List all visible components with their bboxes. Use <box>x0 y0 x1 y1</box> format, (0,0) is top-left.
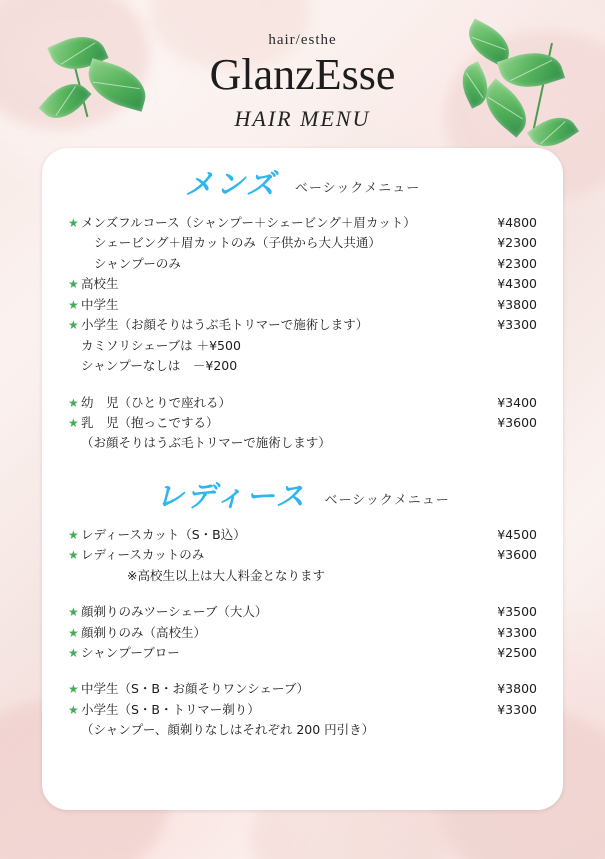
star-icon: ★ <box>68 297 79 312</box>
star-icon: ★ <box>68 548 79 563</box>
menu-row-list <box>68 525 537 741</box>
menu-item-price: ¥3300 <box>497 317 537 333</box>
menu-item-label: メンズフルコース（シャンプー＋シェービング＋眉カット） <box>81 215 416 230</box>
menu-item-label: レディースカットのみ <box>81 547 205 563</box>
menu-item-price: ¥2500 <box>497 645 537 660</box>
menu-item-label: 顔剃りのみツーシェーブ（大人） <box>81 604 268 620</box>
star-icon: ★ <box>68 527 79 542</box>
star-icon: ★ <box>68 605 79 620</box>
row-spacer <box>68 663 537 679</box>
star-icon: ★ <box>68 395 79 410</box>
menu-row <box>68 700 537 720</box>
menu-row <box>68 336 537 356</box>
menu-sections <box>68 167 537 741</box>
menu-row <box>68 720 537 740</box>
menu-row <box>68 356 537 376</box>
menu-item-label: 小学生（お顔そりはうぶ毛トリマーで施術します） <box>81 317 369 333</box>
section-subtitle: ベーシックメニュー <box>324 492 450 508</box>
menu-row <box>68 679 537 699</box>
menu-item-label: 高校生 <box>81 276 119 292</box>
menu-row <box>68 254 537 274</box>
menu-row <box>68 233 537 253</box>
section-subtitle: ベーシックメニュー <box>294 181 421 196</box>
menu-item-price: ¥4300 <box>497 276 537 292</box>
menu-row <box>68 545 537 565</box>
menu-item-label: （シャンプー、顔剃りなしはそれぞれ 200 円引き） <box>81 722 375 738</box>
menu-row-list <box>68 213 537 454</box>
menu-item-label: カミソリシェーブは ＋¥500 <box>81 337 241 353</box>
menu-item-price: ¥4500 <box>497 526 537 542</box>
menu-item-label: 中学生 <box>81 296 119 312</box>
menu-row <box>68 295 537 315</box>
menu-row <box>68 602 537 622</box>
star-icon: ★ <box>68 646 79 660</box>
menu-row <box>68 274 537 294</box>
menu-item-price: ¥2300 <box>497 235 537 251</box>
menu-item-price: ¥2300 <box>497 255 537 271</box>
menu-item-price: ¥3800 <box>497 681 537 697</box>
section-header <box>68 167 537 201</box>
star-icon: ★ <box>68 216 79 230</box>
menu-card-content <box>42 148 563 751</box>
menu-card <box>42 148 563 810</box>
menu-row <box>68 433 537 453</box>
star-icon: ★ <box>68 682 79 697</box>
brand-title: GlanzEsse <box>209 50 396 99</box>
sub-brand-text: hair/esthe <box>268 32 337 48</box>
menu-item-price: ¥3600 <box>497 414 537 430</box>
section-title: メンズ <box>184 167 277 201</box>
menu-item-label: シャンプーなしは －¥200 <box>81 358 238 374</box>
section-spacer <box>68 454 537 476</box>
menu-item-label: （お顔そりはうぶ毛トリマーで施術します） <box>81 435 331 451</box>
menu-section <box>68 478 537 741</box>
menu-item-price: ¥3300 <box>497 624 537 640</box>
menu-row <box>68 566 537 586</box>
menu-item-label: シャンプーのみ <box>94 255 181 271</box>
row-spacer <box>68 586 537 602</box>
menu-row <box>68 525 537 545</box>
menu-item-label: シェービング＋眉カットのみ（子供から大人共通） <box>94 235 381 251</box>
menu-item-price: ¥3400 <box>497 394 537 410</box>
menu-row <box>68 213 537 233</box>
menu-row <box>68 315 537 335</box>
star-icon: ★ <box>68 702 79 717</box>
page-header <box>0 0 605 145</box>
menu-item-price: ¥3500 <box>497 604 537 620</box>
star-icon: ★ <box>68 318 79 333</box>
menu-item-label: レディースカット（S・B込） <box>81 526 246 542</box>
menu-item-label: 幼 児（ひとりで座れる） <box>81 394 232 410</box>
menu-item-price: ¥3600 <box>497 547 537 563</box>
menu-item-label: 顔剃りのみ（高校生） <box>81 624 207 640</box>
menu-item-label: 乳 児（抱っこでする） <box>81 414 219 430</box>
menu-item-label: 中学生（S・B・お顔そりワンシェーブ） <box>81 681 309 697</box>
star-icon: ★ <box>68 277 79 292</box>
menu-item-label: 小学生（S・B・トリマー剃り） <box>81 701 260 717</box>
menu-item-price: ¥3300 <box>497 701 537 717</box>
menu-row <box>68 413 537 433</box>
star-icon: ★ <box>68 415 79 430</box>
menu-item-label: ※高校生以上は大人料金となります <box>127 567 325 583</box>
menu-item-price: ¥4800 <box>497 215 537 230</box>
menu-section <box>68 167 537 476</box>
menu-row <box>68 623 537 643</box>
menu-row <box>68 393 537 413</box>
star-icon: ★ <box>68 625 79 640</box>
page-title: HAIR MENU <box>234 106 371 132</box>
section-header <box>68 478 537 513</box>
row-spacer <box>68 377 537 393</box>
section-title: レディース <box>155 478 307 513</box>
menu-item-label: シャンプーブロー <box>81 645 180 660</box>
menu-row <box>68 643 537 663</box>
menu-item-price: ¥3800 <box>497 296 537 312</box>
